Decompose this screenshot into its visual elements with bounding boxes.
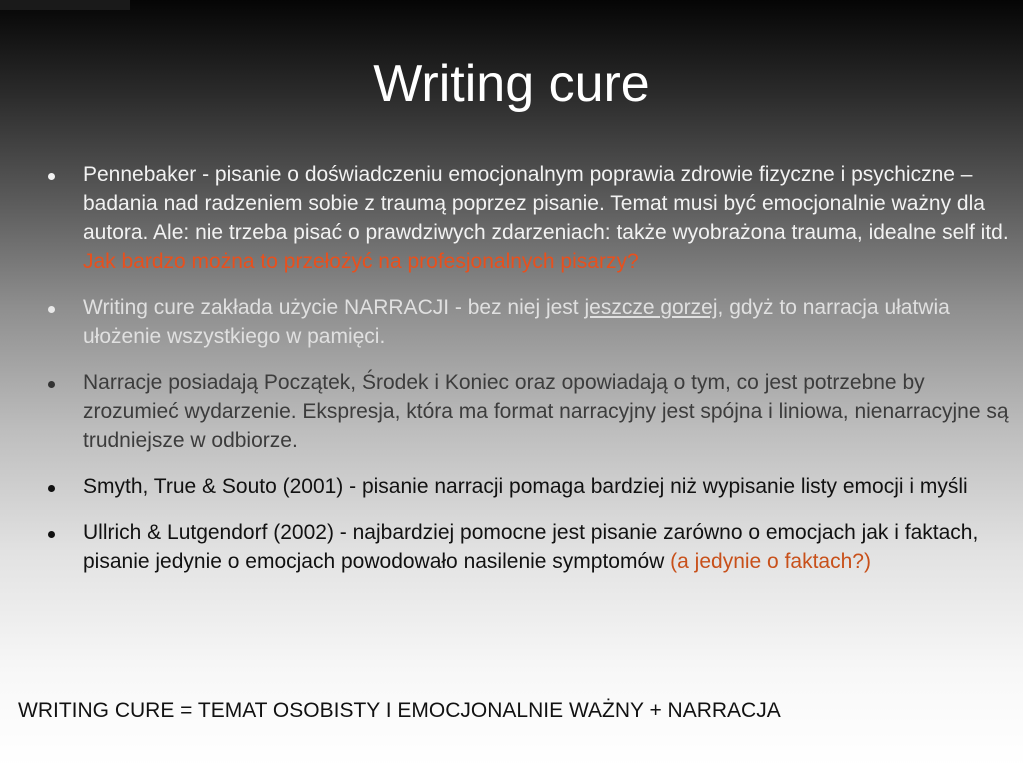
bullet-item-narracja: [48, 293, 1010, 351]
bullet-dot-icon: [48, 531, 55, 538]
top-bar: [0, 0, 130, 10]
bullet-highlight: Jak bardzo można to przełożyć na profesjonalnych pisarzy?: [83, 250, 639, 273]
summary-formula: WRITING CURE = TEMAT OSOBISTY I EMOCJONALNIE WAŻNY + NARRACJA: [18, 699, 781, 722]
bullet-item-pennebaker: [48, 160, 1010, 276]
slide-title: Writing cure: [373, 55, 650, 113]
bullet-underlined-text: jeszcze gorzej: [584, 296, 718, 319]
bullet-dot-icon: [48, 485, 55, 492]
bullet-dot-icon: [48, 173, 55, 180]
bullet-highlight: (a jedynie o faktach?): [670, 550, 871, 573]
bullet-text-after: , gdyż to narracja ułatwia ułożenie wszystkiego w pamięci.: [83, 296, 950, 348]
bullet-text: Narracje posiadają Początek, Środek i Koniec oraz opowiadają o tym, co jest potrzebne by zrozumieć wydarzenie. Ekspresja, która ma format narracyjny jest spójna i liniowa, nienarracyjne są trudniejsze w odbiorze.: [83, 371, 1009, 452]
bullet-text: Smyth, True & Souto (2001) - pisanie narracji pomaga bardziej niż wypisanie listy emocji i myśli: [83, 475, 968, 498]
bullet-text: Writing cure zakłada użycie NARRACJI - bez niej jest: [83, 296, 579, 319]
bullet-dot-icon: [48, 306, 55, 313]
bullet-text: Pennebaker - pisanie o doświadczeniu emocjonalnym poprawia zdrowie fizyczne i psychiczne – badania nad radzeniem sobie z traumą poprzez pisanie. Temat musi być emocjonalnie ważny dla autora. Ale: nie trzeba pisać o prawdziwych zdarzeniach: także wyobrażona trauma, idealne self itd.: [83, 163, 1009, 244]
bullet-list: [48, 160, 1010, 593]
bullet-item-ullrich: [48, 518, 1010, 576]
bullet-text: Ullrich & Lutgendorf (2002) - najbardziej pomocne jest pisanie zarówno o emocjach jak i faktach, pisanie jedynie o emocjach powodowało nasilenie symptomów: [83, 521, 979, 573]
bullet-item-narracje: [48, 368, 1010, 455]
bullet-item-smyth: [48, 472, 1010, 501]
bullet-dot-icon: [48, 381, 55, 388]
